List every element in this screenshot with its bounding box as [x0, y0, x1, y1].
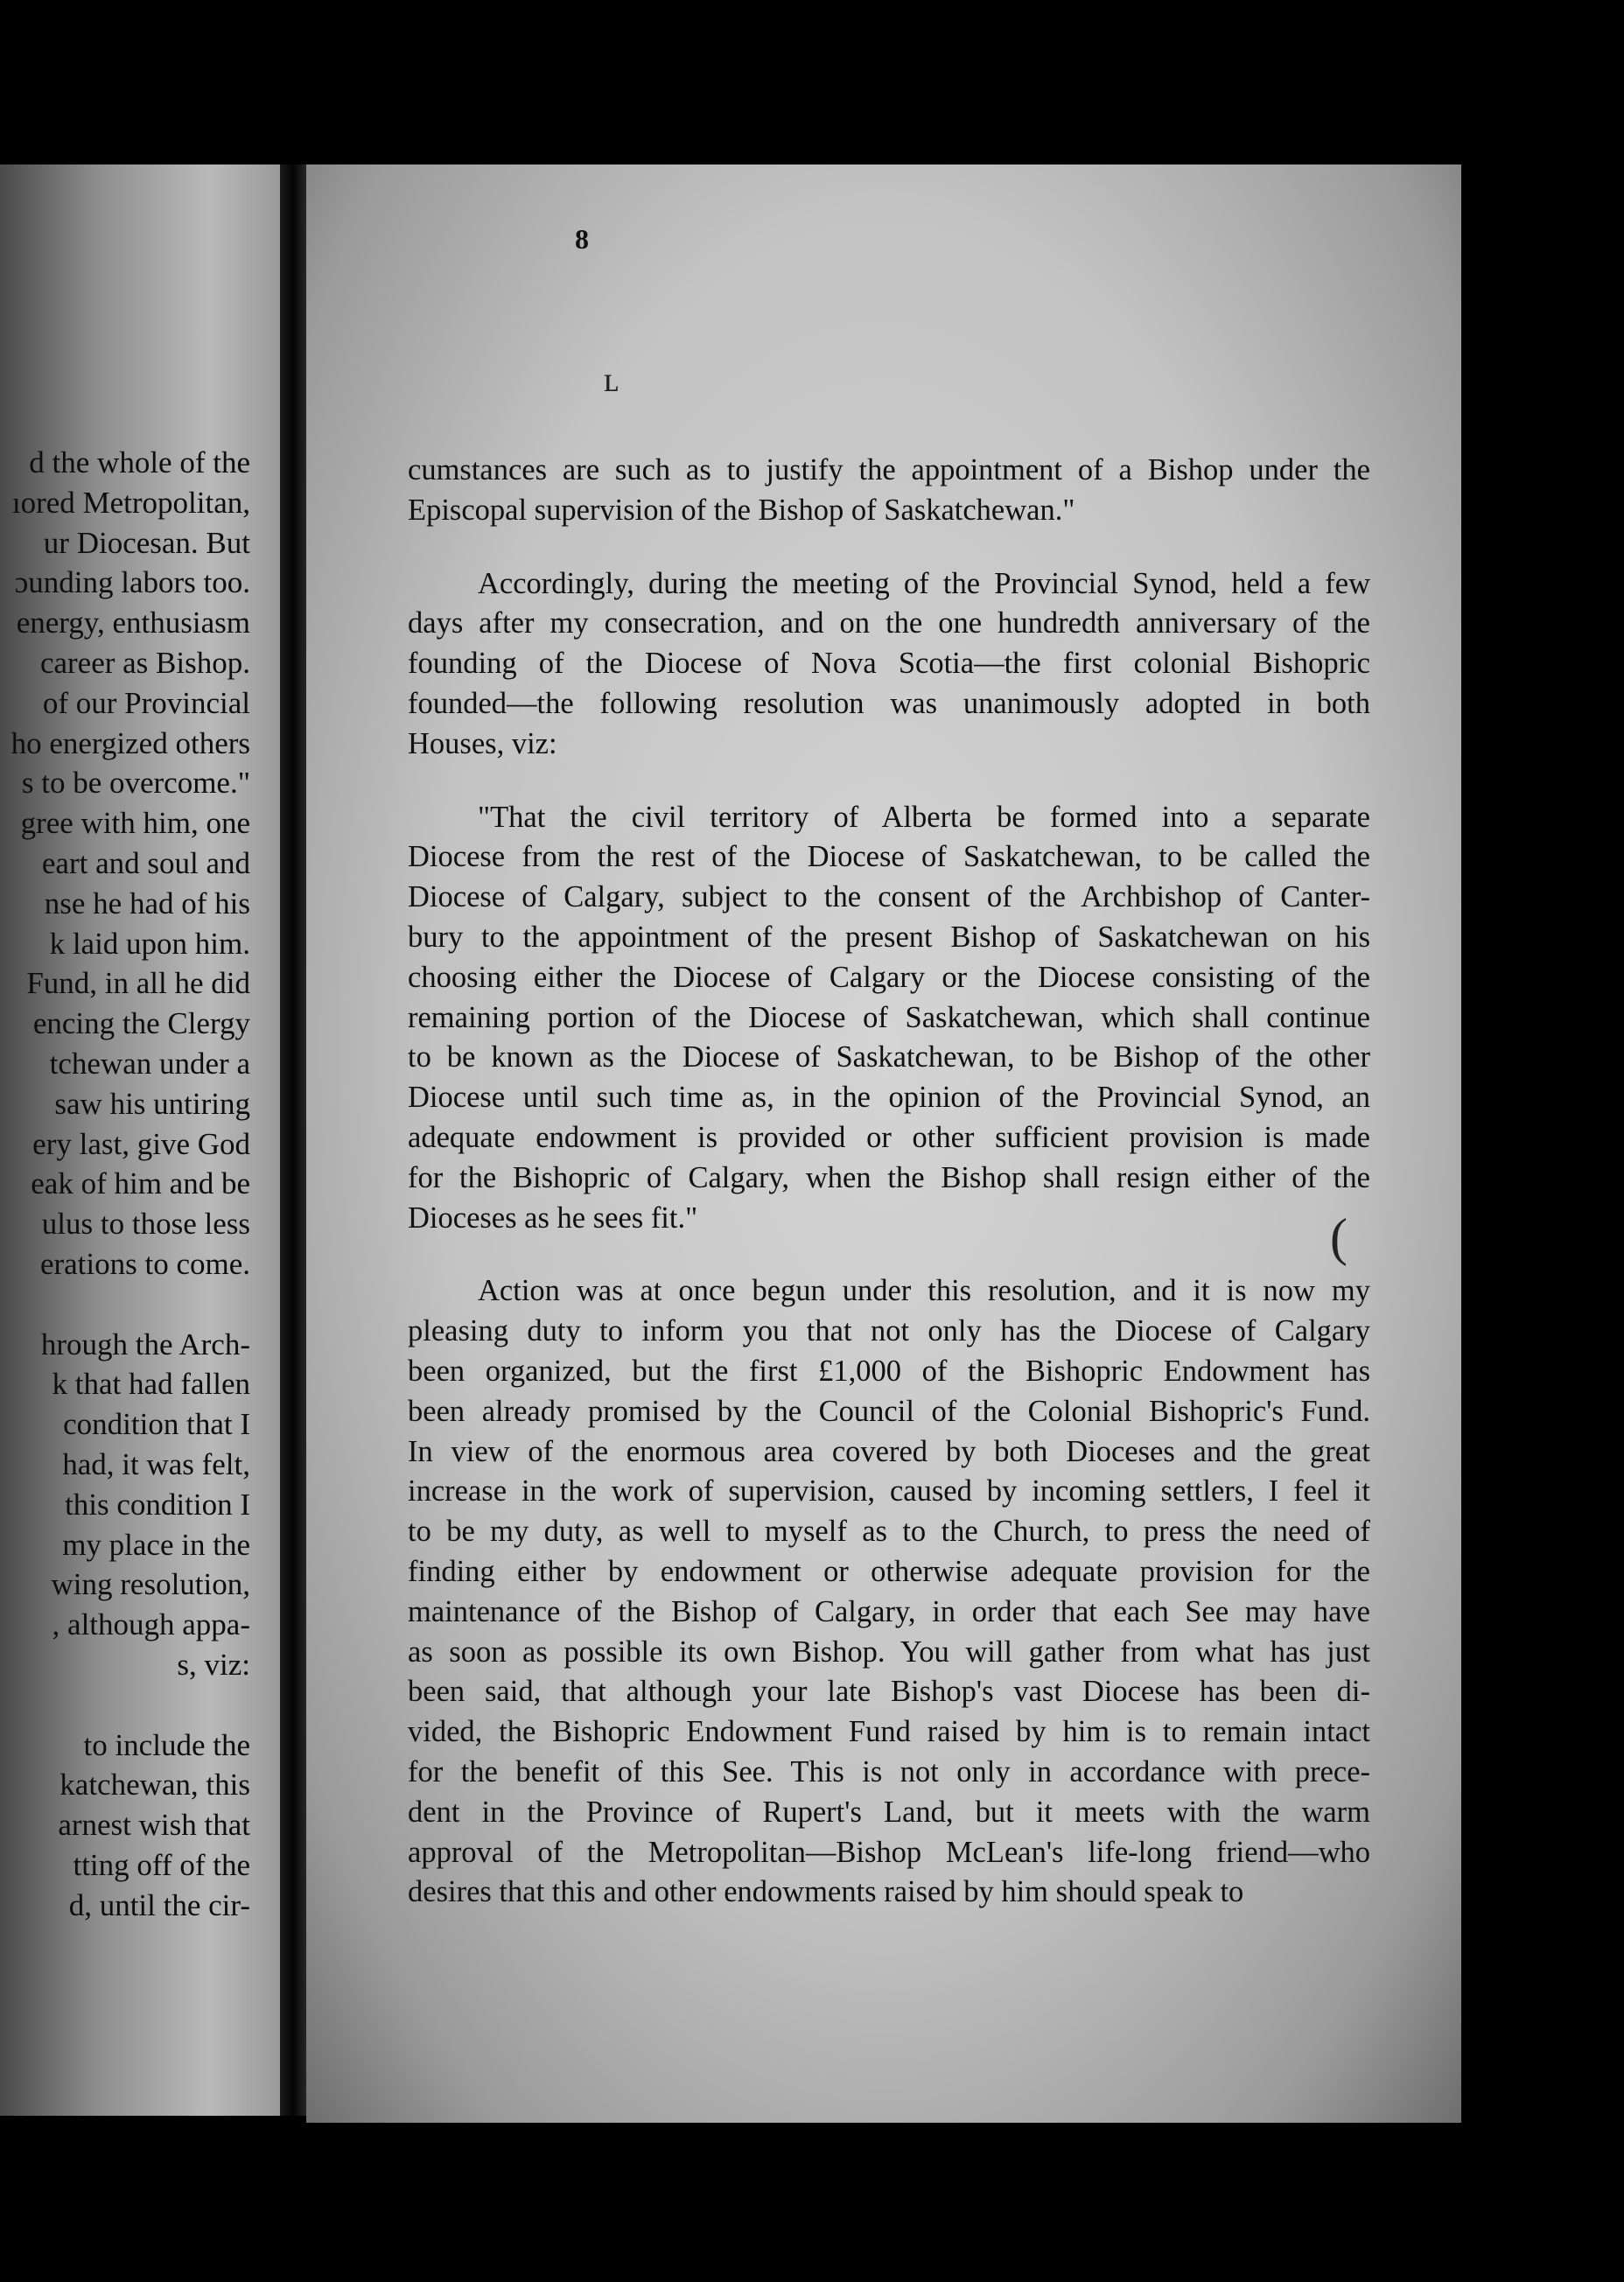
- left-page-line: s to be overcome.": [21, 766, 250, 801]
- left-page-line: d, until the cir-: [68, 1887, 250, 1922]
- text-line: "That the civil territory of Alberta be formed into a separate: [478, 800, 1370, 834]
- left-page-line: my place in the: [62, 1527, 250, 1562]
- left-page-line: of our Provincial: [42, 685, 250, 720]
- left-page-line: wing resolution,: [51, 1567, 250, 1602]
- left-page-line: eart and soul and: [41, 845, 250, 880]
- left-page-line: , although appa-: [52, 1607, 250, 1642]
- text-line: remaining portion of the Diocese of Saskatchewan, which shall continue: [408, 1000, 1370, 1034]
- left-page-line: d the whole of the: [29, 445, 250, 480]
- text-line: In view of the enormous area covered by both Dioceses and the great: [408, 1434, 1370, 1468]
- left-page-line: k that had fallen: [52, 1367, 250, 1402]
- text-line: for the Bishopric of Calgary, when the Bishop shall resign either of the: [408, 1160, 1370, 1194]
- text-line: been organized, but the first £1,000 of the Bishopric Endowment has: [408, 1354, 1370, 1388]
- margin-mark: ʟ: [604, 360, 620, 399]
- left-page-line: Fund, in all he did: [26, 966, 250, 1001]
- left-page-line: tchewan under a: [49, 1046, 250, 1081]
- left-page-line: had, it was felt,: [62, 1446, 250, 1481]
- left-page-line: k laid upon him.: [49, 926, 250, 961]
- left-page-line: tting off of the: [73, 1847, 250, 1882]
- text-line: finding either by endowment or otherwise adequate provision for the: [408, 1554, 1370, 1588]
- text-line: pleasing duty to inform you that not only has the Diocese of Calgary: [408, 1314, 1370, 1348]
- left-page-line: ulus to those less: [41, 1207, 250, 1242]
- book-gutter: [280, 164, 306, 2116]
- left-page-line: katchewan, this: [60, 1768, 250, 1802]
- text-line: as soon as possible its own Bishop. You will gather from what has just: [408, 1634, 1370, 1669]
- left-page-line: ıored Metropolitan,: [11, 485, 250, 520]
- left-page-line: saw his untiring: [54, 1086, 250, 1121]
- left-page-line: career as Bishop.: [39, 645, 250, 680]
- left-page: [0, 164, 280, 2116]
- text-line: for the benefit of this See. This is not only in accordance with prece-: [408, 1754, 1370, 1788]
- left-page-line: eak of him and be: [31, 1166, 250, 1201]
- paragraph-gap: [408, 531, 1370, 564]
- left-page-line: ɔunding labors too.: [14, 565, 250, 600]
- left-page-line: [0, 1685, 250, 1726]
- text-line: founding of the Diocese of Nova Scotia—the first colonial Bishopric: [408, 647, 1370, 681]
- page-number: 8: [575, 223, 589, 255]
- text-line: approval of the Metropolitan—Bishop McLean's life-long friend—who: [408, 1835, 1370, 1869]
- left-page-line: nse he had of his: [44, 886, 250, 920]
- paragraph-gap: [408, 1238, 1370, 1271]
- text-line: increase in the work of supervision, caused by incoming settlers, I feel it: [408, 1474, 1370, 1508]
- text-line: Dioceses as he sees fit.": [408, 1200, 698, 1235]
- text-line: vided, the Bishopric Endowment Fund raised by him is to remain intact: [408, 1715, 1370, 1749]
- text-line: Action was at once begun under this resolution, and it is now my: [478, 1274, 1370, 1308]
- left-page-line: [0, 1284, 250, 1325]
- text-line: Episcopal supervision of the Bishop of Saskatchewan.": [408, 493, 1075, 527]
- left-page-line: to include the: [83, 1727, 250, 1762]
- text-line: to be my duty, as well to myself as to the Church, to press the need of: [408, 1515, 1370, 1549]
- text-line: Diocese from the rest of the Diocese of Saskatchewan, to be called the: [408, 840, 1370, 874]
- left-page-line: ery last, give God: [32, 1126, 250, 1161]
- left-page-line: erations to come.: [39, 1246, 250, 1281]
- text-line: Accordingly, during the meeting of the Provincial Synod, held a few: [478, 566, 1370, 600]
- left-page-line: encing the Clergy: [32, 1006, 250, 1041]
- paragraph-gap: [408, 765, 1370, 798]
- left-page-line: arnest wish that: [58, 1808, 250, 1843]
- text-line: been already promised by the Council of the Colonial Bishopric's Fund.: [408, 1394, 1370, 1428]
- text-line: maintenance of the Bishop of Calgary, in order that each See may have: [408, 1594, 1370, 1628]
- paragraph: [408, 564, 1370, 765]
- text-line: Diocese until such time as, in the opinion of the Provincial Synod, an: [408, 1081, 1370, 1115]
- text-line: to be known as the Diocese of Saskatchewan, to be Bishop of the other: [408, 1040, 1370, 1074]
- left-page-line: gree with him, one: [20, 806, 250, 841]
- text-line: bury to the appointment of the present Bishop of Saskatchewan on his: [408, 920, 1370, 954]
- text-line: Houses, viz:: [408, 726, 557, 760]
- text-line: choosing either the Diocese of Calgary or the Diocese consisting of the: [408, 960, 1370, 994]
- left-page-line: condition that I: [63, 1407, 250, 1442]
- margin-mark: (: [1330, 1208, 1348, 1266]
- text-line: cumstances are such as to justify the appointment of a Bishop under the: [408, 453, 1370, 486]
- left-page-line: this condition I: [65, 1487, 250, 1522]
- text-line: dent in the Province of Rupert's Land, but it meets with the warm: [408, 1795, 1370, 1829]
- text-line: days after my consecration, and on the one hundredth anniversary of the: [408, 606, 1370, 640]
- body-text: [408, 451, 1370, 1913]
- left-page-line: ho energized others: [10, 725, 250, 760]
- paragraph: [408, 1271, 1370, 1913]
- paragraph: [408, 451, 1370, 531]
- text-line: Diocese of Calgary, subject to the consent of the Archbishop of Canter-: [408, 880, 1370, 914]
- text-line: been said, that although your late Bishop's vast Diocese has been di-: [408, 1675, 1370, 1709]
- left-page-line: s, viz:: [177, 1647, 250, 1682]
- left-page-text: [0, 443, 250, 1925]
- left-page-line: energy, enthusiasm: [16, 606, 250, 640]
- text-line: desires that this and other endowments raised by him should speak to: [408, 1875, 1244, 1909]
- text-line: adequate endowment is provided or other sufficient provision is made: [408, 1120, 1370, 1154]
- text-line: founded—the following resolution was unanimously adopted in both: [408, 686, 1370, 720]
- left-page-line: hrough the Arch-: [40, 1326, 250, 1362]
- left-page-line: ur Diocesan. But: [43, 525, 250, 560]
- paragraph: [408, 798, 1370, 1239]
